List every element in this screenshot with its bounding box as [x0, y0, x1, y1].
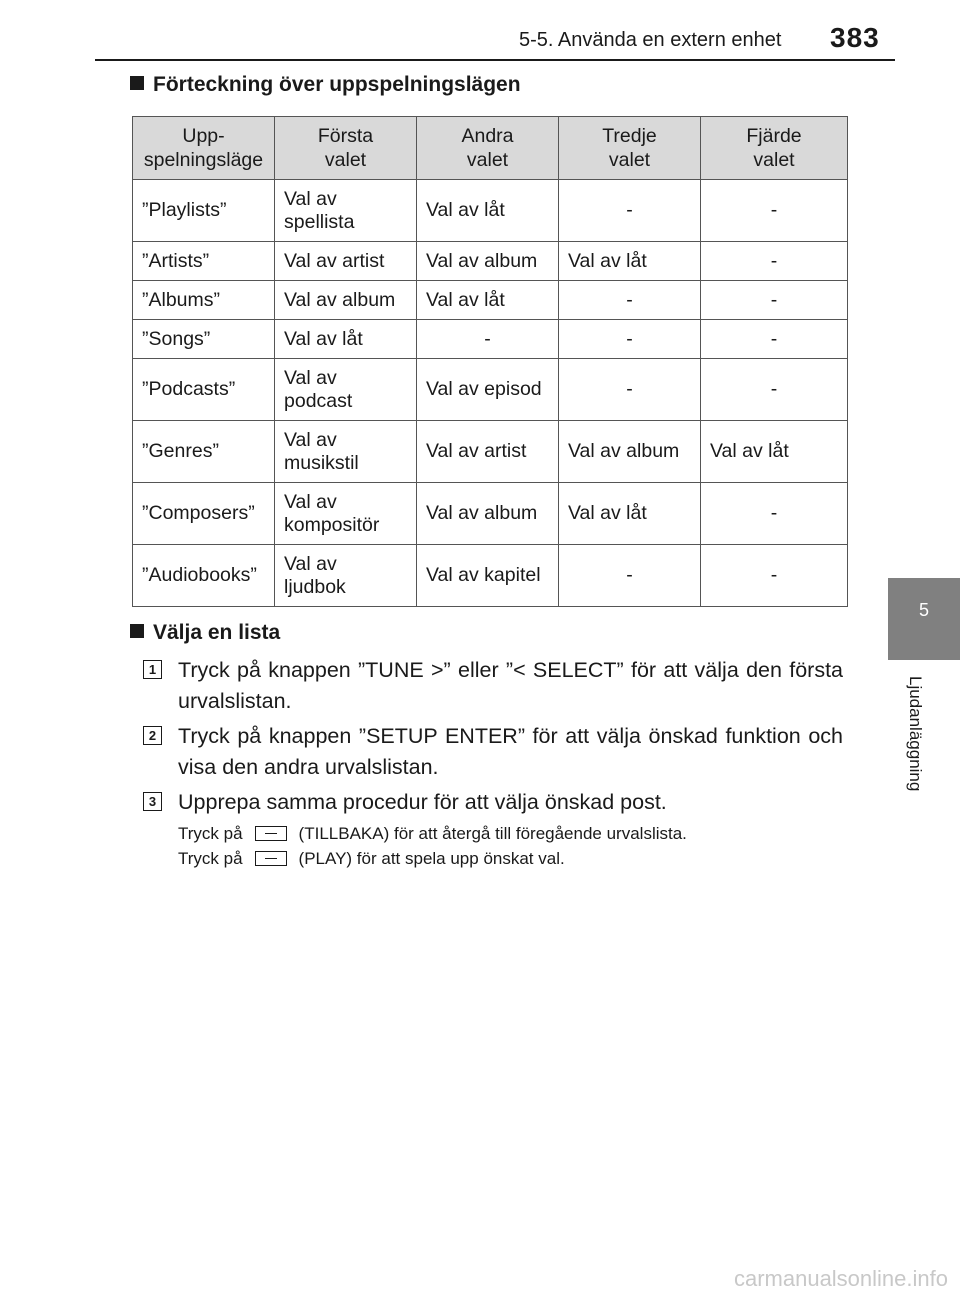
table-cell — [133, 180, 275, 242]
cell-text-line: Val av artist — [426, 440, 527, 462]
table-row — [133, 421, 848, 483]
table-cell — [133, 281, 275, 320]
cell-text-line: ”Composers” — [142, 502, 255, 524]
step-number-badge: 2 — [143, 726, 162, 745]
table-cell — [559, 281, 701, 320]
cell-text-line: Val av episod — [426, 378, 542, 400]
page-number: 383 — [830, 22, 880, 53]
cell-text-line: Val av — [284, 366, 337, 389]
cell-text-line: Val av — [284, 187, 337, 210]
cell-text-line: Tredje — [602, 125, 657, 147]
note-suffix: (TILLBAKA) för att återgå till föregående urvalslista. — [298, 824, 687, 843]
note-prefix: Tryck på — [178, 824, 243, 843]
table-cell — [559, 242, 701, 281]
cell-text-line: Val av album — [568, 440, 680, 462]
cell-text-line: Val av album — [284, 288, 396, 311]
cell-text-line: ljudbok — [284, 575, 346, 598]
cell-text-line: Val av låt — [710, 440, 789, 462]
cell-text-line: - — [626, 288, 633, 311]
cell-text-line: - — [770, 378, 778, 400]
cell-text-line: - — [626, 199, 633, 221]
table-cell — [559, 421, 701, 483]
cell-text-line: ”Playlists” — [142, 199, 227, 221]
table-cell — [701, 483, 848, 545]
cell-text-line: - — [484, 327, 491, 350]
table-cell — [275, 545, 417, 607]
table-cell — [417, 180, 559, 242]
table-row — [133, 545, 848, 607]
table-cell — [133, 242, 275, 281]
cell-text-line: valet — [753, 149, 795, 171]
table-cell — [275, 421, 417, 483]
cell-text-line: Val av låt — [426, 199, 505, 221]
table-cell — [559, 320, 701, 359]
back-button-icon — [255, 826, 287, 841]
table-cell — [559, 545, 701, 607]
cell-text-line: spellista — [284, 210, 355, 233]
note-back — [178, 824, 687, 844]
note-suffix: (PLAY) för att spela upp önskat val. — [298, 849, 565, 868]
playback-modes-table — [132, 116, 848, 607]
table-header-row — [133, 117, 848, 180]
cell-text-line: - — [770, 327, 778, 350]
square-bullet-icon — [130, 76, 144, 90]
cell-text-line: - — [770, 502, 778, 524]
step-number-badge: 3 — [143, 792, 162, 811]
chapter-number: 5 — [918, 600, 929, 620]
table-row — [133, 483, 848, 545]
cell-text-line: kompositör — [284, 513, 380, 536]
table-cell — [701, 180, 848, 242]
step-text: Tryck på knappen ”SETUP ENTER” för att välja önskad funktion och visa den andra urvalslistan. — [178, 724, 843, 779]
cell-text-line: Val av låt — [426, 288, 505, 311]
table-cell — [275, 281, 417, 320]
table-cell — [417, 320, 559, 359]
table-cell — [417, 281, 559, 320]
table-cell — [417, 545, 559, 607]
table-cell — [559, 180, 701, 242]
cell-text-line: - — [770, 199, 778, 221]
table-cell — [559, 483, 701, 545]
cell-text-line: - — [770, 288, 778, 311]
list-heading-text: Välja en lista — [153, 621, 281, 644]
cell-text-line: ”Artists” — [142, 249, 210, 272]
table-cell — [275, 180, 417, 242]
table-cell — [701, 421, 848, 483]
cell-text-line: Val av kapitel — [426, 564, 541, 586]
cell-text-line: valet — [324, 149, 367, 171]
chapter-label: Ljudanläggning — [906, 676, 925, 792]
cell-text-line: Fjärde — [746, 125, 802, 147]
cell-text-line: - — [770, 564, 778, 586]
table-cell — [133, 320, 275, 359]
cell-text-line: Andra — [461, 125, 514, 147]
step-text: Upprepa samma procedur för att välja önskad post. — [178, 790, 667, 814]
table-cell — [701, 359, 848, 421]
table-row — [133, 359, 848, 421]
column-header — [275, 117, 417, 180]
play-button-icon — [255, 851, 287, 866]
table-heading — [130, 73, 521, 97]
note-prefix: Tryck på — [178, 849, 243, 868]
table-cell — [417, 242, 559, 281]
step-3 — [143, 787, 843, 818]
cell-text-line: Val av — [284, 428, 337, 451]
column-header — [701, 117, 848, 180]
cell-text-line: Val av låt — [284, 327, 363, 350]
list-heading — [130, 621, 280, 645]
table-cell — [133, 359, 275, 421]
table-row — [133, 281, 848, 320]
table-row — [133, 180, 848, 242]
step-text: Tryck på knappen ”TUNE >” eller ”< SELECT” för att välja den första urvalslistan. — [178, 658, 843, 713]
table-body — [133, 180, 848, 607]
table-row — [133, 320, 848, 359]
cell-text-line: ”Genres” — [142, 440, 219, 462]
square-bullet-icon — [130, 624, 144, 638]
chapter-tab — [888, 578, 960, 660]
cell-text-line: podcast — [284, 389, 353, 412]
table-cell — [275, 483, 417, 545]
step-1 — [143, 655, 843, 717]
cell-text-line: ”Songs” — [142, 327, 211, 350]
table-heading-text: Förteckning över uppspelningslägen — [153, 73, 521, 96]
table-cell — [133, 421, 275, 483]
note-play — [178, 849, 565, 869]
cell-text-line: ”Podcasts” — [142, 378, 236, 400]
cell-text-line: Val av låt — [568, 249, 647, 272]
cell-text-line: - — [626, 327, 633, 350]
step-number-badge: 1 — [143, 660, 162, 679]
table-cell — [417, 483, 559, 545]
table-cell — [275, 242, 417, 281]
cell-text-line: ”Albums” — [142, 288, 221, 311]
cell-text-line: - — [626, 564, 633, 586]
cell-text-line: Val av — [284, 490, 337, 513]
cell-text-line: valet — [466, 149, 509, 171]
cell-text-line: Val av artist — [284, 249, 385, 272]
watermark: carmanualsonline.info — [733, 1266, 948, 1291]
column-header — [133, 117, 275, 180]
table-cell — [701, 545, 848, 607]
table-cell — [133, 545, 275, 607]
table-cell — [701, 320, 848, 359]
table-cell — [275, 359, 417, 421]
table-cell — [701, 281, 848, 320]
cell-text-line: musikstil — [284, 451, 359, 474]
table-cell — [701, 242, 848, 281]
cell-text-line: Val av album — [426, 502, 538, 524]
column-header — [417, 117, 559, 180]
cell-text-line: spelningsläge — [143, 149, 264, 171]
cell-text-line: - — [770, 249, 778, 272]
table-cell — [275, 320, 417, 359]
table-cell — [559, 359, 701, 421]
cell-text-line: Val av — [284, 552, 337, 575]
table-row — [133, 242, 848, 281]
cell-text-line: Val av album — [426, 249, 538, 272]
cell-text-line: - — [626, 378, 633, 400]
cell-text-line: Upp- — [182, 125, 225, 147]
cell-text-line: ”Audiobooks” — [142, 564, 257, 586]
table-cell — [417, 421, 559, 483]
table-cell — [417, 359, 559, 421]
column-header — [559, 117, 701, 180]
header-divider — [95, 59, 895, 61]
section-title: 5-5. Använda en extern enhet — [519, 29, 782, 51]
cell-text-line: Val av låt — [568, 502, 647, 524]
cell-text-line: valet — [608, 149, 651, 171]
table-cell — [133, 483, 275, 545]
cell-text-line: Första — [317, 125, 374, 147]
step-2 — [143, 721, 843, 783]
